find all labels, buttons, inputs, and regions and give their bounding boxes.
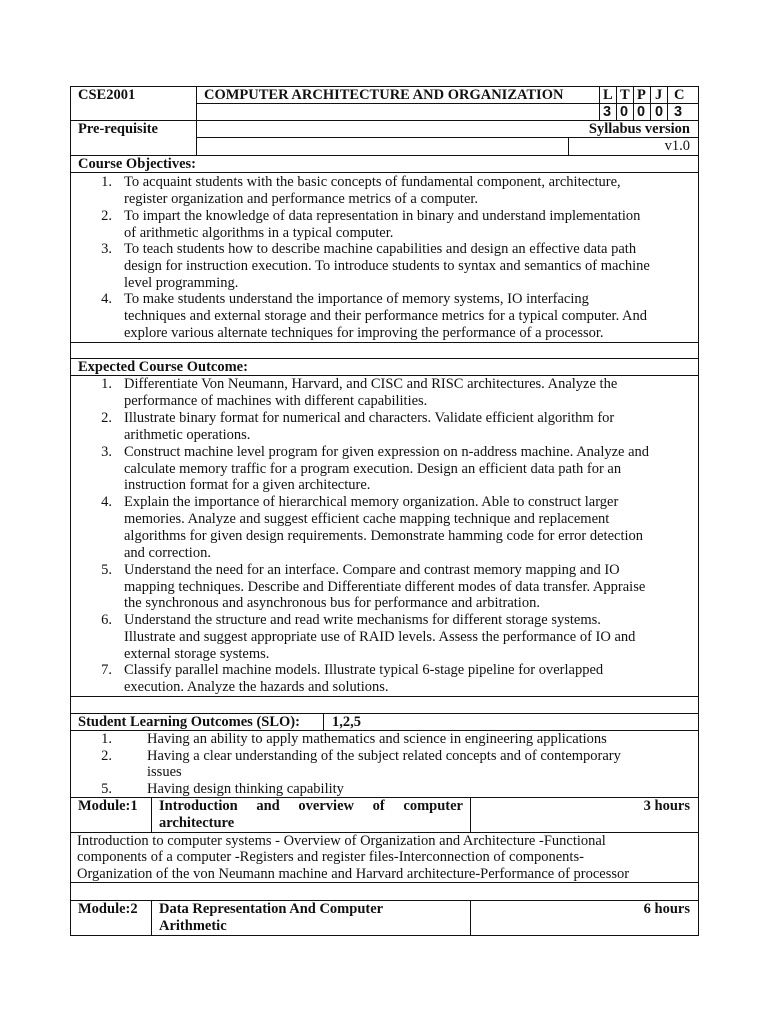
outcome-line: calculate memory traffic for a program execution. Design an efficient data path for an (124, 461, 622, 477)
outcome-number: 6. (101, 612, 112, 628)
outcome-line: Illustrate and suggest appropriate use of RAID levels. Assess the performance of IO and (124, 629, 636, 645)
module-1-hours: 3 hours (643, 798, 690, 814)
label-c: C (674, 87, 685, 103)
objective-number: 3. (101, 241, 112, 257)
label-t: T (620, 87, 630, 103)
outcome-number: 1. (101, 376, 112, 392)
objective-number: 1. (101, 174, 112, 190)
outcome-line: Differentiate Von Neumann, Harvard, and CISC and RISC architectures. Analyze the (124, 376, 618, 392)
value-p: 0 (637, 104, 646, 120)
objective-line: To teach students how to describe machine capabilities and design an effective data path (124, 241, 637, 257)
slo-number: 5. (101, 781, 112, 797)
module-1-description-line: Organization of the von Neumann machine and Harvard architecture-Performance of processor (77, 866, 630, 882)
slo-number: 1. (101, 731, 112, 747)
course-code: CSE2001 (78, 87, 136, 103)
objective-line: of arithmetic algorithms in a typical computer. (124, 225, 394, 241)
objective-line: register organization and performance metrics of a computer. (124, 191, 479, 207)
slo-line: Having design thinking capability (147, 781, 344, 797)
outcome-line: Understand the need for an interface. Compare and contrast memory mapping and IO (124, 562, 620, 578)
objective-number: 4. (101, 291, 112, 307)
slo-line: Having an ability to apply mathematics and science in engineering applications (147, 731, 607, 747)
outcome-line: Classify parallel machine models. Illustrate typical 6-stage pipeline for overlapped (124, 662, 604, 678)
objective-number: 2. (101, 208, 112, 224)
outcome-number: 7. (101, 662, 112, 678)
outcome-number: 3. (101, 444, 112, 460)
prereq-label: Pre-requisite (78, 121, 158, 137)
objective-line: design for instruction execution. To introduce students to syntax and semantics of machine (124, 258, 650, 274)
outcome-number: 4. (101, 494, 112, 510)
label-j: J (655, 87, 663, 103)
module-2-title-line: Data Representation And Computer (159, 901, 384, 917)
objectives-heading: Course Objectives: (78, 156, 196, 172)
outcome-line: Explain the importance of hierarchical memory organization. Able to construct larger (124, 494, 619, 510)
slo-line: issues (147, 764, 182, 780)
module-1-title-line: architecture (159, 815, 235, 831)
objective-line: To acquaint students with the basic concepts of fundamental component, architecture, (124, 174, 621, 190)
outcome-number: 5. (101, 562, 112, 578)
outcome-line: and correction. (124, 545, 211, 561)
module-1-title-line: Introduction and overview of computer (159, 798, 463, 814)
slo-label: Student Learning Outcomes (SLO): (78, 714, 300, 730)
objective-line: techniques and external storage and their performance metrics for a typical computer. And (124, 308, 648, 324)
outcome-line: Construct machine level program for given expression on n-address machine. Analyze and (124, 444, 650, 460)
outcome-line: instruction format for a given architecture. (124, 477, 371, 493)
module-2-hours: 6 hours (643, 901, 690, 917)
label-l: L (603, 87, 613, 103)
slo-number: 2. (101, 748, 112, 764)
value-l: 3 (603, 104, 612, 120)
value-j: 0 (655, 104, 664, 120)
value-c: 3 (674, 104, 683, 120)
label-p: P (637, 87, 646, 103)
module-2-label: Module:2 (78, 901, 138, 917)
outcome-line: arithmetic operations. (124, 427, 251, 443)
outcome-line: mapping techniques. Describe and Differentiate different modes of data transfer. Appraise (124, 579, 646, 595)
outcome-line: performance of machines with different capabilities. (124, 393, 428, 409)
outcome-line: Understand the structure and read write mechanisms for different storage systems. (124, 612, 601, 628)
objective-line: To make students understand the importance of memory systems, IO interfacing (124, 291, 589, 307)
outcome-line: algorithms for given design requirements. Demonstrate hamming code for error detection (124, 528, 644, 544)
slo-line: Having a clear understanding of the subject related concepts and of contemporary (147, 748, 621, 764)
outcomes-heading: Expected Course Outcome: (78, 359, 248, 375)
course-title: COMPUTER ARCHITECTURE AND ORGANIZATION (204, 87, 564, 103)
outcome-line: external storage systems. (124, 646, 270, 662)
outcome-line: Illustrate binary format for numerical and characters. Validate efficient algorithm for (124, 410, 615, 426)
module-1-label: Module:1 (78, 798, 138, 814)
module-2-title-line: Arithmetic (159, 918, 227, 934)
slo-value: 1,2,5 (332, 714, 361, 730)
syllabus-version-value: v1.0 (664, 138, 690, 154)
module-1-description-line: components of a computer -Registers and register files-Interconnection of components- (77, 849, 584, 865)
outcome-line: execution. Analyze the hazards and solutions. (124, 679, 389, 695)
outcome-line: the synchronous and asynchronous bus for performance and arbitration. (124, 595, 540, 611)
module-1-description-line: Introduction to computer systems - Overview of Organization and Architecture -Functional (77, 833, 606, 849)
syllabus-version-label: Syllabus version (588, 121, 690, 137)
objective-line: explore various alternate techniques for improving the performance of a processor. (124, 325, 604, 341)
objective-line: To impart the knowledge of data representation in binary and understand implementation (124, 208, 641, 224)
objective-line: level programming. (124, 275, 239, 291)
value-t: 0 (620, 104, 629, 120)
outcome-line: memories. Analyze and suggest efficient cache mapping technique and replacement (124, 511, 610, 527)
outcome-number: 2. (101, 410, 112, 426)
